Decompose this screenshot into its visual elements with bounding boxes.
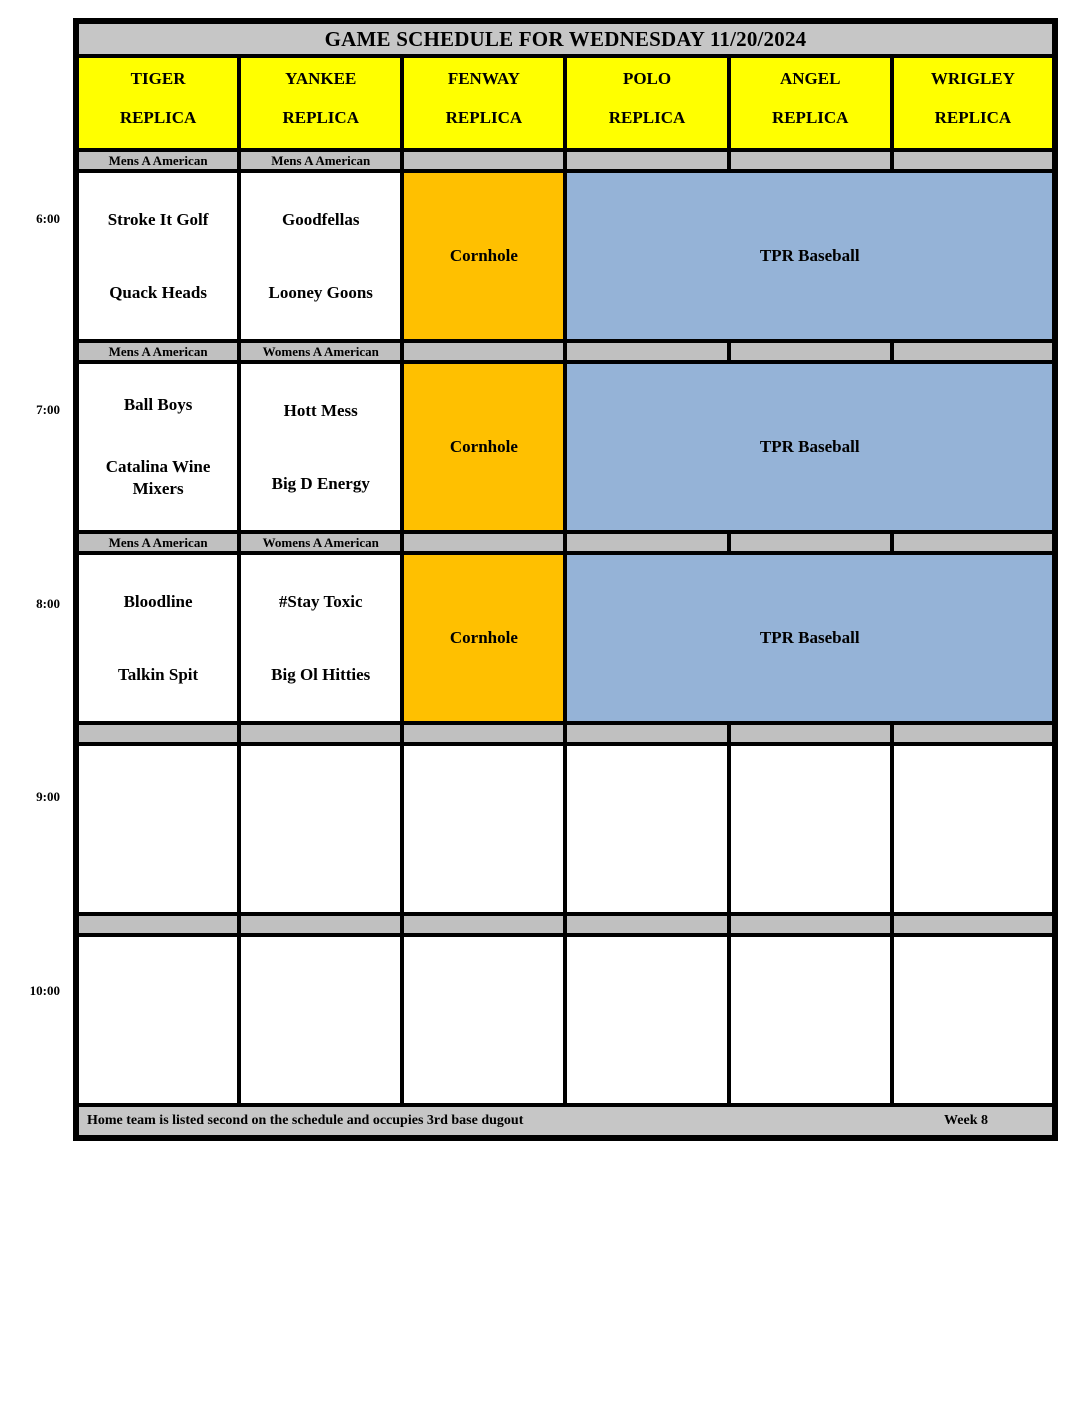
- league-row-900: [76, 723, 1055, 744]
- away-team: Hott Mess: [283, 400, 358, 420]
- matchup-cell: [76, 553, 239, 723]
- field-suffix: REPLICA: [445, 107, 523, 127]
- field-suffix: REPLICA: [771, 107, 849, 127]
- game-row-600: [76, 171, 1055, 341]
- column-header-angel: [729, 56, 892, 150]
- empty-cell: [76, 744, 239, 914]
- field-name: WRIGLEY: [930, 68, 1015, 88]
- schedule-table: [73, 18, 1058, 1141]
- league-bar: [892, 341, 1055, 362]
- empty-cell: [239, 935, 402, 1105]
- away-team: #Stay Toxic: [278, 591, 363, 611]
- league-bar: [402, 532, 565, 553]
- game-row-1000: [76, 935, 1055, 1105]
- league-bar: Womens A American: [239, 341, 402, 362]
- matchup-cell: [239, 362, 402, 532]
- field-header-row: [76, 56, 1055, 150]
- field-suffix: REPLICA: [282, 107, 359, 127]
- league-bar: [729, 150, 892, 171]
- home-team: Big D Energy: [271, 473, 370, 493]
- game-row-700: [76, 362, 1055, 532]
- matchup-cell: [76, 171, 239, 341]
- empty-cell: [729, 935, 892, 1105]
- league-bar: [729, 723, 892, 744]
- time-label-900: 9:00: [36, 789, 60, 804]
- cornhole-cell: Cornhole: [402, 171, 565, 341]
- game-row-900: [76, 744, 1055, 914]
- column-header-polo: [565, 56, 728, 150]
- away-team: Bloodline: [123, 591, 193, 611]
- week-badge: Week 8: [944, 1113, 988, 1128]
- cornhole-cell: Cornhole: [402, 362, 565, 532]
- time-label-1000: 10:00: [29, 983, 60, 998]
- league-row-1000: [76, 914, 1055, 935]
- footer-bar: [76, 1105, 1055, 1138]
- matchup-cell: [76, 362, 239, 532]
- home-team: Looney Goons: [268, 282, 373, 302]
- field-suffix: REPLICA: [608, 107, 686, 127]
- field-name: POLO: [622, 68, 672, 88]
- empty-cell: [729, 744, 892, 914]
- league-bar: [892, 150, 1055, 171]
- league-bar: [239, 723, 402, 744]
- time-gutter: [0, 0, 66, 1200]
- home-team: Big Ol Hitties: [271, 664, 371, 684]
- tpr-baseball-cell: TPR Baseball: [565, 171, 1055, 341]
- field-name: YANKEE: [285, 68, 357, 88]
- tpr-baseball-cell: TPR Baseball: [565, 362, 1055, 532]
- column-header-tiger: [76, 56, 239, 150]
- league-bar: [565, 914, 728, 935]
- empty-cell: [402, 744, 565, 914]
- home-team: Talkin Spit: [117, 664, 199, 684]
- tpr-baseball-cell: TPR Baseball: [565, 553, 1055, 723]
- league-bar: [565, 723, 728, 744]
- field-suffix: REPLICA: [934, 107, 1012, 127]
- away-team: Stroke It Golf: [107, 209, 209, 229]
- away-team: Goodfellas: [282, 209, 360, 229]
- league-row-700: [76, 341, 1055, 362]
- league-bar: [239, 914, 402, 935]
- league-bar: [729, 532, 892, 553]
- empty-cell: [565, 744, 728, 914]
- league-row-800: [76, 532, 1055, 553]
- away-team: Ball Boys: [123, 395, 193, 414]
- title-row: [76, 21, 1055, 56]
- league-bar: [76, 723, 239, 744]
- home-team: Quack Heads: [109, 282, 207, 302]
- empty-cell: [565, 935, 728, 1105]
- league-bar: [892, 532, 1055, 553]
- time-label-600: 6:00: [36, 211, 60, 226]
- cornhole-cell: Cornhole: [402, 553, 565, 723]
- league-bar: [565, 150, 728, 171]
- league-bar: [729, 914, 892, 935]
- column-header-fenway: [402, 56, 565, 150]
- league-bar: [402, 723, 565, 744]
- league-bar: Womens A American: [239, 532, 402, 553]
- league-bar: [402, 150, 565, 171]
- league-bar: [402, 341, 565, 362]
- league-bar: [892, 914, 1055, 935]
- field-name: FENWAY: [447, 68, 520, 88]
- league-bar: Mens A American: [76, 341, 239, 362]
- empty-cell: [239, 744, 402, 914]
- league-bar: Mens A American: [76, 532, 239, 553]
- league-bar: Mens A American: [76, 150, 239, 171]
- game-row-800: [76, 553, 1055, 723]
- league-bar: [565, 532, 728, 553]
- empty-cell: [402, 935, 565, 1105]
- field-suffix: REPLICA: [119, 107, 197, 127]
- empty-cell: [76, 935, 239, 1105]
- empty-cell: [892, 935, 1055, 1105]
- time-label-700: 7:00: [36, 402, 60, 417]
- empty-cell: [892, 744, 1055, 914]
- column-header-wrigley: [892, 56, 1055, 150]
- footer-note: Home team is listed second on the schedule and occupies 3rd base dugout: [87, 1113, 524, 1128]
- league-bar: [892, 723, 1055, 744]
- league-bar: [729, 341, 892, 362]
- time-label-800: 8:00: [36, 596, 60, 611]
- matchup-cell: [239, 553, 402, 723]
- field-name: ANGEL: [779, 68, 841, 88]
- footer-row: [76, 1105, 1055, 1138]
- column-header-yankee: [239, 56, 402, 150]
- home-team: Catalina Wine Mixers: [105, 457, 211, 498]
- page-title: GAME SCHEDULE FOR WEDNESDAY 11/20/2024: [76, 21, 1055, 56]
- league-row-600: [76, 150, 1055, 171]
- league-bar: [565, 341, 728, 362]
- matchup-cell: [239, 171, 402, 341]
- league-bar: [76, 914, 239, 935]
- league-bar: [402, 914, 565, 935]
- league-bar: Mens A American: [239, 150, 402, 171]
- field-name: TIGER: [130, 68, 186, 88]
